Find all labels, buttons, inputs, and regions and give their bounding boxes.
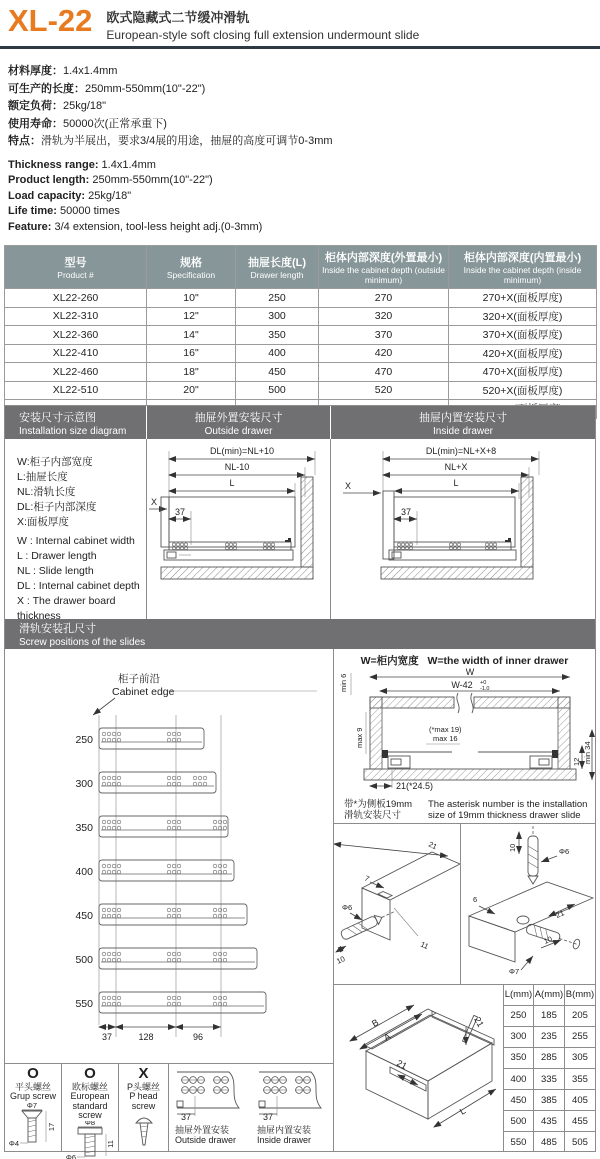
spec-list <box>0 49 600 235</box>
table-row: XL22-360 14" 350 370 370+X(面板厚度) <box>5 326 597 345</box>
spec-line: 可生产的长度：250mm-550mm(10"-22") <box>8 82 206 95</box>
spec-line: 材料厚度：1.4x1.4mm <box>8 65 118 77</box>
svg-text:10: 10 <box>335 954 347 966</box>
inside-drawer-diagram-cell <box>331 439 595 619</box>
svg-text:B: B <box>370 1017 381 1029</box>
section-installation-size: 安装尺寸示意图 Installation size diagram <box>5 406 147 439</box>
product-table <box>4 245 597 419</box>
width-diagram-cell <box>334 649 595 823</box>
spec-line: Feature: 3/4 extension, tool-less height adj.(0-3mm) <box>8 220 263 233</box>
svg-text:L: L <box>229 478 235 488</box>
svg-text:W: W <box>465 668 475 677</box>
diagram-grid <box>4 405 596 1159</box>
screw-legend-row <box>5 1063 333 1159</box>
svg-text:21: 21 <box>554 908 566 920</box>
lab-row: 500 435 455 <box>504 1111 595 1132</box>
table-row: XL22-260 10" 250 270 270+X(面板厚度) <box>5 289 597 308</box>
table-row: XL22-460 18" 450 470 470+X(面板厚度) <box>5 363 597 382</box>
svg-text:37: 37 <box>101 1032 113 1042</box>
legend-en: W : Internal cabinet width L : Drawer length NL : Slide length DL : Internal cabinet depth X : The drawer board thickness <box>17 535 140 622</box>
spec-line: 额定负荷：25kg/18" <box>8 100 107 112</box>
spec-list-en <box>8 158 592 236</box>
note-en: The asterisk number is the installation size of 19mm thickness drawer slide <box>428 799 588 821</box>
col-spec: 规格 Specification <box>147 246 236 289</box>
svg-text:21(*24.5): 21(*24.5) <box>396 781 434 791</box>
svg-text:11: 11 <box>419 939 431 952</box>
slide-stack-column <box>5 649 334 1159</box>
width-diagram <box>334 668 595 794</box>
svg-text:550: 550 <box>75 998 93 1010</box>
svg-text:min 34: min 34 <box>583 741 592 764</box>
title-cn: 欧式隐藏式二节缓冲滑轨 <box>106 10 250 25</box>
spec-line: Product length: 250mm-550mm(10"-22") <box>8 174 213 186</box>
svg-text:Φ6: Φ6 <box>342 903 353 912</box>
svg-text:L: L <box>453 478 459 488</box>
grup-screw-symbol: O <box>27 1065 39 1082</box>
outside-drawer-diagram-cell <box>147 439 331 619</box>
table-row: XL22-410 16" 400 420 420+X(面板厚度) <box>5 344 597 363</box>
p-screw-symbol: X <box>138 1065 149 1082</box>
svg-text:96: 96 <box>192 1032 204 1042</box>
svg-text:400: 400 <box>75 866 93 878</box>
spec-line: 使用寿命：50000次(正常承重下) <box>8 117 167 130</box>
svg-text:37: 37 <box>400 507 412 517</box>
svg-text:NL+X: NL+X <box>444 462 468 472</box>
note-cn: 带*为侧板19mm 滑轨安装尺寸 <box>344 799 413 821</box>
svg-text:37: 37 <box>174 507 186 517</box>
install-row <box>5 439 595 622</box>
titles <box>106 6 419 42</box>
euro-screw-symbol: O <box>84 1065 96 1082</box>
svg-text:Φ6: Φ6 <box>65 1152 77 1159</box>
svg-text:Φ8: Φ8 <box>84 1120 96 1127</box>
product-table-header-row <box>5 246 597 289</box>
svg-text:37: 37 <box>262 1112 274 1120</box>
svg-text:450: 450 <box>75 910 93 922</box>
svg-text:250: 250 <box>75 734 93 746</box>
section-inside-drawer: 抽屉内置安装尺寸 Inside drawer <box>419 411 507 437</box>
spec-line: 特点：滑轨为半展出，要求3/4展的用途，抽屉的高度可调节0-3mm <box>8 135 333 147</box>
drill-diagram-left <box>334 824 460 984</box>
svg-text:Φ7: Φ7 <box>509 967 520 976</box>
outside-drawer-diagram <box>147 439 331 619</box>
lab-table <box>504 985 595 1152</box>
spec-line: Load capacity: 25kg/18" <box>8 189 132 202</box>
dimension-legend <box>5 439 147 622</box>
svg-text:+0: +0 <box>480 680 487 686</box>
slide-stack-cell <box>5 649 333 1063</box>
inside-install-pattern: 37 抽屉内置安装 Inside drawer <box>251 1066 333 1152</box>
svg-text:10: 10 <box>542 934 554 946</box>
lab-table-cell <box>504 985 595 1152</box>
legend-cn: W:柜子内部宽度 L:抽屉长度 NL:滑轨长度 DL:柜子内部深度 X:面板厚度 <box>17 456 97 528</box>
svg-text:max 16: max 16 <box>433 734 458 743</box>
lab-row: 300 235 255 <box>504 1026 595 1047</box>
lab-row: 450 385 405 <box>504 1090 595 1111</box>
svg-text:Cabinet edge: Cabinet edge <box>112 686 175 698</box>
table-row: XL22-310 12" 300 320 320+X(面板厚度) <box>5 307 597 326</box>
svg-text:12: 12 <box>572 757 581 766</box>
drill-diagram-right-cell <box>461 824 595 984</box>
svg-text:17: 17 <box>47 1122 56 1131</box>
spec-line: Life time: 50000 times <box>8 205 120 217</box>
col-depth-inside: 柜体内部深度(内置最小) Inside the cabinet depth (inside minimum) <box>449 246 597 289</box>
title-en: European-style soft closing full extension undermount slide <box>106 28 420 42</box>
drill-diagram-left-cell <box>334 824 461 984</box>
slide-stack-diagram <box>5 649 333 1063</box>
svg-text:500: 500 <box>75 954 93 966</box>
section-outside-drawer: 抽屉外置安装尺寸 Outside drawer <box>147 406 331 439</box>
table-row: XL22-510 20" 500 520 520+X(面板厚度) <box>5 381 597 400</box>
svg-text:Φ4: Φ4 <box>8 1138 20 1148</box>
outside-install-pattern: 37 抽屉外置安装 Outside drawer <box>169 1066 251 1152</box>
screw-p-head: X P头螺丝 P head screw <box>119 1064 169 1152</box>
svg-text:Φ7: Φ7 <box>26 1101 38 1110</box>
svg-text:37: 37 <box>180 1112 192 1120</box>
bottom-right-row <box>334 984 595 1152</box>
lab-header-row: L(mm) A(mm) B(mm) <box>504 985 595 1005</box>
svg-text:7: 7 <box>363 873 371 884</box>
outside-pattern-drawing <box>175 1068 251 1120</box>
svg-text:A: A <box>382 1031 393 1043</box>
euro-screw-drawing <box>62 1121 118 1159</box>
width-diagram-notes <box>334 799 595 821</box>
inside-drawer-diagram <box>331 439 594 619</box>
section-bar-row <box>5 406 595 439</box>
col-product: 型号 Product # <box>5 246 147 289</box>
lab-row: 250 185 205 <box>504 1005 595 1026</box>
svg-text:max 9: max 9 <box>355 727 364 748</box>
col-depth-outside: 柜体内部深度(外置最小) Inside the cabinet depth (outside minimum) <box>319 246 449 289</box>
svg-text:W-42: W-42 <box>451 680 473 690</box>
model-number: XL-22 <box>8 3 93 38</box>
svg-text:-1.0: -1.0 <box>480 686 490 692</box>
svg-text:21: 21 <box>472 1015 486 1029</box>
svg-text:21: 21 <box>427 839 439 852</box>
drawer-iso-diagram <box>334 985 502 1147</box>
section-screw-positions: 滑轨安装孔尺寸 Screw positions of the slides <box>5 619 595 649</box>
svg-text:350: 350 <box>75 822 93 834</box>
svg-text:X: X <box>345 481 352 491</box>
svg-text:柜子前沿: 柜子前沿 <box>118 673 160 685</box>
screw-grup: O 平头螺丝 Grup screw Φ7 17 Φ4 <box>5 1064 62 1152</box>
svg-text:11: 11 <box>106 1139 115 1148</box>
drawer-iso-cell <box>334 985 504 1152</box>
inside-pattern-drawing <box>257 1068 333 1120</box>
p-screw-drawing <box>124 1111 164 1151</box>
svg-text:6: 6 <box>473 895 478 904</box>
spec-list-cn <box>8 63 592 151</box>
svg-text:Φ6: Φ6 <box>559 847 570 856</box>
lab-row: 400 335 355 <box>504 1068 595 1089</box>
svg-text:DL(min)=NL+10: DL(min)=NL+10 <box>209 446 275 456</box>
svg-text:DL(min)=NL+X+8: DL(min)=NL+X+8 <box>425 446 497 456</box>
svg-text:21: 21 <box>395 1057 409 1072</box>
lower-area <box>5 649 595 1159</box>
svg-text:128: 128 <box>138 1032 154 1042</box>
spec-line: Thickness range: 1.4x1.4mm <box>8 158 156 171</box>
svg-text:10: 10 <box>508 843 517 852</box>
svg-text:min 6: min 6 <box>339 673 348 692</box>
drill-diagrams-row <box>334 823 595 984</box>
header <box>0 0 600 42</box>
svg-text:(*max 19): (*max 19) <box>429 725 462 734</box>
col-drawer-length: 抽屉长度(L) Drawer length <box>236 246 319 289</box>
grup-screw-drawing <box>5 1102 61 1150</box>
screw-european: O 欧标螺丝 European standard screw Φ8 11 Φ6 <box>62 1064 119 1152</box>
drill-diagram-right <box>461 824 594 984</box>
svg-text:L: L <box>457 1105 468 1117</box>
width-diagram-title: W=柜内宽度 W=the width of inner drawer <box>360 655 569 667</box>
lab-row: 350 285 305 <box>504 1047 595 1068</box>
svg-text:X: X <box>151 497 158 507</box>
install-patterns <box>169 1064 333 1152</box>
svg-text:300: 300 <box>75 778 93 790</box>
svg-text:NL-10: NL-10 <box>224 462 250 472</box>
right-column <box>334 649 595 1152</box>
lab-row: 550 485 505 <box>504 1132 595 1152</box>
